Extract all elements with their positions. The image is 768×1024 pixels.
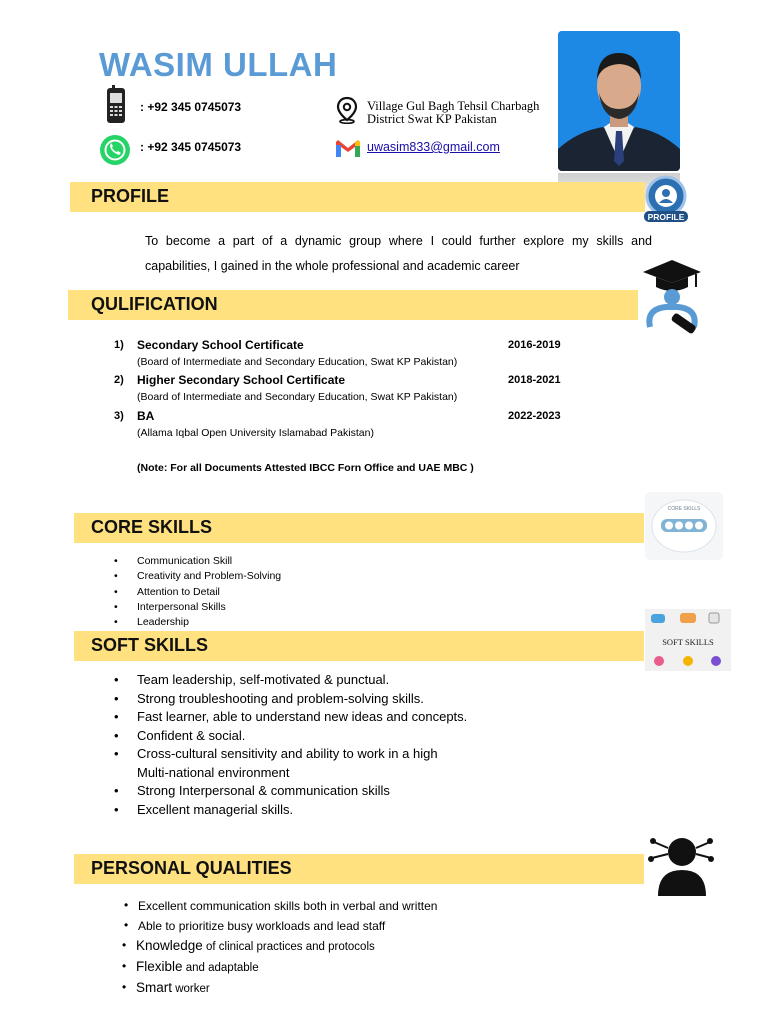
profile-badge-icon [640,175,692,225]
qualification-number: 2) [114,374,124,386]
qualification-years: 2016-2019 [508,339,561,351]
list-item: • Team leadership, self-motivated & punctual. [114,671,467,690]
section-title: QULIFICATION [91,294,218,314]
list-item [122,957,437,978]
qualification-institution: (Board of Intermediate and Secondary Education, Swat KP Pakistan) [137,391,458,403]
list-item [124,916,437,936]
list-item: • Fast learner, able to understand new ideas and concepts. [114,708,467,727]
list-item: • Excellent managerial skills. [114,801,467,820]
personal-qualities-list [124,896,437,999]
qualification-item [114,338,584,374]
list-item-text: Able to prioritize busy workloads and lead staff [138,919,386,933]
list-item: • Creativity and Problem-Solving [114,569,281,584]
section-header-qualification [68,290,638,320]
qualification-title: Higher Secondary School Certificate [137,373,346,387]
whatsapp-icon [99,134,131,166]
section-header-soft-skills [74,631,644,661]
list-item [122,978,437,999]
qualification-number: 3) [114,410,124,422]
section-header-profile [70,182,645,212]
whatsapp-number: : +92 345 0745073 [140,140,242,154]
qualification-years: 2022-2023 [508,410,561,422]
section-title: SOFT SKILLS [91,635,208,655]
graduation-cap-icon [641,257,703,343]
list-item-lead: Smart [136,980,173,995]
qualification-number: 1) [114,339,124,351]
qualification-institution: (Allama Iqbal Open University Islamabad Pakistan) [137,427,374,439]
list-item-lead: Flexible [136,959,183,974]
profile-summary: To become a part of a dynamic group where I could further explore my skills and capabilities, I gained in the whole professional and academic career [145,234,652,273]
list-item: • Strong troubleshooting and problem-solving skills. [114,690,467,709]
address [367,100,539,126]
qualification-title: Secondary School Certificate [137,338,304,352]
core-skills-list [114,554,281,630]
core-skills-badge-icon [645,492,723,560]
list-item: • Communication Skill [114,554,281,569]
list-item: • Strong Interpersonal & communication skills [114,782,467,801]
list-item [114,745,467,782]
qualification-institution: (Board of Intermediate and Secondary Education, Swat KP Pakistan) [137,356,458,368]
section-title: CORE SKILLS [91,517,213,537]
soft-skills-badge-label: SOFT SKILLS [662,637,714,647]
list-item: • Confident & social. [114,727,467,746]
section-title: PROFILE [91,186,170,206]
soft-skills-badge-icon [645,609,731,671]
qualification-item [114,373,584,409]
profile-badge-label: PROFILE [647,212,685,222]
list-item: • Attention to Detail [114,585,281,600]
email-link[interactable]: uwasim833@gmail.com [367,140,500,154]
section-header-personal-qualities [74,854,644,884]
profile-photo [558,31,680,171]
list-item-text: Excellent communication skills both in verbal and written [138,899,438,913]
core-skills-badge-label: CORE SKILLS [667,506,701,512]
list-item [124,896,437,916]
qualification-years: 2018-2021 [508,374,561,386]
list-item: • Leadership [114,615,281,630]
qualification-item [114,409,584,445]
mobile-phone-icon [104,85,128,125]
qualification-note: (Note: For all Documents Attested IBCC Forn Office and UAE MBC ) [137,462,474,474]
list-item [122,936,437,957]
section-header-core-skills [74,513,644,543]
phone-number: : +92 345 0745073 [140,100,242,114]
location-pin-icon [336,96,358,124]
list-item-continuation: Multi-national environment [137,764,290,780]
list-item-text: and adaptable [182,962,259,974]
soft-skills-list [114,671,467,819]
list-item-text: Cross-cultural sensitivity and ability to work in a high [137,746,438,761]
list-item: • Interpersonal Skills [114,600,281,615]
address-line: District Swat KP Pakistan [367,112,497,126]
section-title: PERSONAL QUALITIES [91,858,292,878]
list-item-lead: Knowledge [136,938,203,953]
person-network-icon [648,830,714,898]
list-item-text: of clinical practices and protocols [202,941,375,953]
candidate-name: WASIM ULLAH [99,46,338,83]
gmail-icon [335,139,361,159]
address-line: Village Gul Bagh Tehsil Charbagh [367,99,540,113]
qualification-title: BA [137,409,155,423]
list-item-text: worker [172,983,210,995]
